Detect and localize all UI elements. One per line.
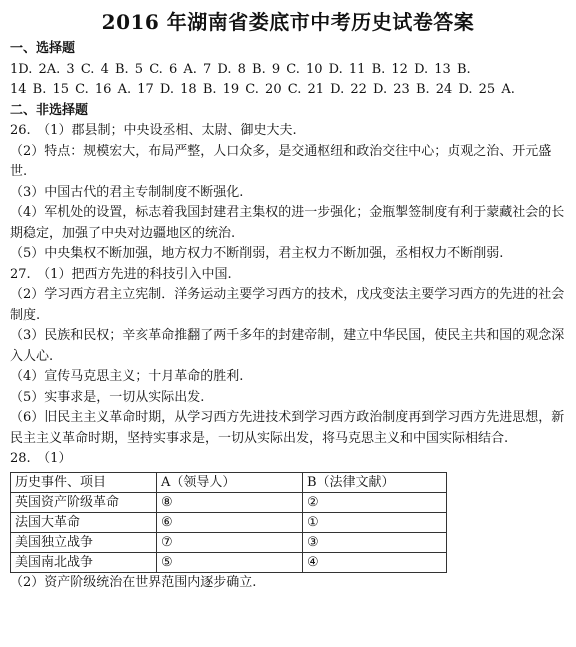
choice-answers-line-2: 14 B. 15 C. 16 A. 17 D. 18 B. 19 C. 20 C. 21 D. 22 D. 23 B. 24 D. 25 A. bbox=[10, 82, 515, 97]
q27-part4: （4）宣传马克思主义；十月革命的胜利. bbox=[10, 369, 244, 384]
table-header-cell: 历史事件、项目 bbox=[11, 472, 157, 492]
table-cell: 美国南北战争 bbox=[11, 552, 157, 572]
q26-part4: （4）军机处的设置，标志着我国封建君主集权的进一步强化；金瓶掣签制度有利于蒙藏社会的长期稳定，加强了中央对边疆地区的统治. bbox=[10, 205, 565, 241]
q28-intro: 28. （1） bbox=[10, 451, 72, 466]
q27-part5: （5）实事求是，一切从实际出发. bbox=[10, 389, 205, 405]
q28-part2: （2）资产阶级统治在世界范围内逐步确立. bbox=[10, 574, 257, 590]
choice-answers-line-1: 1D. 2A. 3 C. 4 B. 5 C. 6 A. 7 D. 8 B. 9 C. 10 D. 11 B. 12 D. 13 B. bbox=[10, 61, 471, 77]
q26-part5: （5）中央集权不断加强，地方权力不断削弱，君主权力不断加强，丞相权力不断削弱. bbox=[10, 246, 504, 261]
table-header-cell: B（法律文献） bbox=[303, 472, 447, 492]
table-header-cell: A（领导人） bbox=[157, 472, 303, 492]
q27-part2: （2）学习西方君主立宪制．洋务运动主要学习西方的技术，戊戌变法主要学习西方的先进的社会制度. bbox=[10, 287, 565, 323]
table-header-row bbox=[11, 472, 447, 492]
q26-part1: 26. （1）郡县制；中央设丞相、太尉、御史大夫. bbox=[10, 123, 297, 138]
table-row bbox=[11, 552, 447, 572]
section-heading-nonchoice: 二、非选择题 bbox=[10, 102, 89, 118]
table-cell: ⑥ bbox=[157, 512, 303, 532]
table-cell: ④ bbox=[303, 552, 447, 572]
q26-part2: （2）特点：规模宏大，布局严整，人口众多，是交通枢纽和政治交往中心；贞观之治、开元盛世. bbox=[10, 143, 552, 179]
table-row bbox=[11, 492, 447, 512]
table-cell: ⑦ bbox=[157, 532, 303, 552]
table-cell: ⑤ bbox=[157, 552, 303, 572]
table-row bbox=[11, 532, 447, 552]
table-cell: ② bbox=[303, 492, 447, 512]
table-row bbox=[11, 512, 447, 532]
section-heading-choice: 一、选择题 bbox=[10, 41, 76, 56]
table-cell: 英国资产阶级革命 bbox=[11, 492, 157, 512]
table-cell: 法国大革命 bbox=[11, 512, 157, 532]
q27-part3: （3）民族和民权；辛亥革命推翻了两千多年的封建帝制，建立中华民国，使民主共和国的观念深入人心. bbox=[10, 328, 565, 364]
q26-part3: （3）中国古代的君主专制制度不断强化. bbox=[10, 184, 244, 200]
page-title: 2016 年湖南省娄底市中考历史试卷答案 bbox=[101, 10, 475, 34]
table-cell: 美国独立战争 bbox=[11, 532, 157, 552]
q27-part1: 27. （1）把西方先进的科技引入中国. bbox=[10, 266, 232, 282]
table-cell: ① bbox=[303, 512, 447, 532]
table-cell: ③ bbox=[303, 532, 447, 552]
q28-answer-table bbox=[10, 472, 447, 573]
table-cell: ⑧ bbox=[157, 492, 303, 512]
q27-part6: （6）旧民主主义革命时期，从学习西方先进技术到学习西方政治制度再到学习西方先进思想，新民主主义革命时期，坚持实事求是，一切从实际出发，将马克思主义和中国实际相结合. bbox=[10, 410, 565, 446]
